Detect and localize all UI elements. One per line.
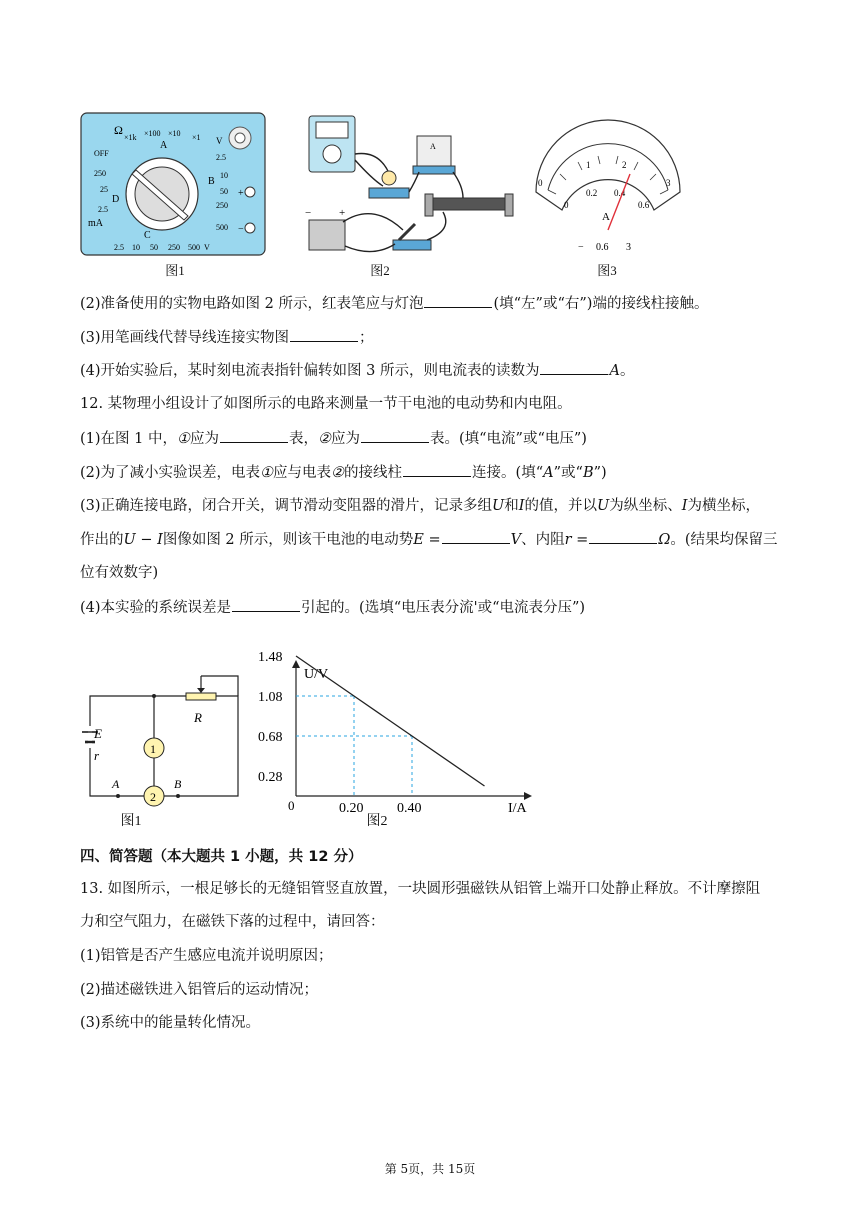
fig3-caption: 图3: [597, 263, 617, 278]
svg-text:50: 50: [150, 243, 158, 252]
answer-blank[interactable]: [403, 462, 471, 477]
svg-text:250: 250: [216, 201, 228, 210]
answer-blank[interactable]: [540, 360, 608, 375]
svg-text:0.4: 0.4: [614, 188, 626, 198]
q11-part4: (4)开始实验后，某时刻电流表指针偏转如图 3 所示，则电流表的读数为 A。: [80, 360, 634, 381]
svg-text:10: 10: [220, 171, 228, 180]
svg-text:2: 2: [622, 160, 627, 170]
q13-part1: (1)铝管是否产生感应电流并说明原因；: [80, 948, 333, 964]
answer-blank[interactable]: [424, 293, 492, 308]
svg-text:0: 0: [564, 200, 569, 210]
svg-text:OFF: OFF: [94, 149, 109, 158]
answer-blank[interactable]: [361, 428, 429, 443]
svg-text:25: 25: [100, 185, 108, 194]
q11-part2: (2)准备使用的实物电路如图 2 所示，红表笔应与灯泡 (填“左”或“右”)端的接线柱接触。: [80, 293, 708, 314]
answer-blank[interactable]: [232, 597, 300, 612]
answer-blank[interactable]: [442, 529, 510, 544]
svg-text:A: A: [160, 140, 168, 151]
svg-text:B: B: [208, 176, 215, 187]
q12-part3-line3: 位有效数字): [80, 565, 159, 581]
svg-text:10: 10: [132, 243, 140, 252]
origin-label: 0: [288, 798, 295, 813]
fig2-caption: 图2: [370, 263, 390, 278]
svg-text:50: 50: [220, 187, 228, 196]
svg-text:×1: ×1: [192, 133, 201, 142]
svg-text:1: 1: [150, 742, 156, 756]
dial-ohm: Ω: [114, 123, 123, 137]
svg-text:A: A: [602, 211, 610, 223]
section-title: 四、简答题（本大题共 1 小题，共 12 分）: [80, 849, 363, 865]
series-line: [296, 656, 485, 786]
svg-text:×10: ×10: [168, 129, 181, 138]
answer-blank[interactable]: [220, 428, 288, 443]
svg-text:R: R: [194, 710, 202, 725]
figure-circuit-kit: [303, 112, 521, 258]
svg-text:1: 1: [586, 160, 591, 170]
q13-part3: (3)系统中的能量转化情况。: [80, 1015, 261, 1031]
svg-text:0.6: 0.6: [638, 200, 650, 210]
circuit-caption: 图1: [120, 814, 142, 829]
svg-text:V: V: [204, 243, 210, 252]
q13-line2: 力和空气阻力，在磁铁下落的过程中，请回答：: [80, 914, 385, 930]
svg-text:mA: mA: [88, 218, 103, 229]
q12-part3-line2: 作出的U − I图像如图 2 所示，则该干电池的电动势E = V、内阻r = Ω。(结果均保留三: [80, 529, 778, 550]
svg-text:0.2: 0.2: [586, 188, 598, 198]
graph-caption: 图2: [366, 814, 388, 829]
svg-text:−: −: [305, 207, 312, 219]
svg-text:B: B: [174, 777, 182, 791]
x-tick-label: 0.20: [339, 801, 364, 816]
svg-text:V: V: [216, 136, 223, 146]
page-footer: 第 5页，共 15页: [384, 1162, 476, 1176]
figure-ammeter-dial: [534, 150, 682, 260]
x-tick-label: 0.40: [397, 801, 422, 816]
svg-text:3: 3: [666, 178, 671, 188]
q11-part3: (3)用笔画线代替导线连接实物图 ；: [80, 327, 374, 348]
svg-text:250: 250: [94, 169, 106, 178]
y-tick-label: 1.08: [258, 690, 283, 705]
answer-blank[interactable]: [589, 529, 657, 544]
q13-part2: (2)描述磁铁进入铝管后的运动情况；: [80, 982, 319, 998]
fig1-caption: 图1: [165, 263, 185, 278]
svg-text:2: 2: [150, 790, 156, 804]
x-axis-label: I/A: [508, 801, 527, 816]
svg-text:D: D: [112, 194, 120, 205]
svg-text:3: 3: [626, 242, 631, 253]
svg-text:A: A: [112, 777, 120, 791]
svg-text:500: 500: [188, 243, 200, 252]
svg-text:−: −: [578, 242, 584, 253]
svg-text:A: A: [430, 142, 436, 151]
y-tick-label: 0.28: [258, 770, 283, 785]
q12-part1: (1)在图 1 中，①应为 表，②应为 表。(填“电流”或“电压”): [80, 428, 587, 449]
svg-text:0.6: 0.6: [596, 242, 609, 253]
figure-circuit-diagram: [80, 666, 245, 808]
svg-text:250: 250: [168, 243, 180, 252]
q12-stem: 12. 某物理小组设计了如图所示的电路来测量一节干电池的电动势和内电阻。: [80, 396, 572, 412]
svg-text:2.5: 2.5: [216, 153, 226, 162]
q12-part3-line1: (3)正确连接电路，闭合开关，调节滑动变阻器的滑片，记录多组U和I的值，并以U为纵坐标、I为横坐标，: [80, 498, 760, 514]
svg-text:C: C: [144, 230, 151, 241]
svg-text:+: +: [339, 207, 346, 219]
svg-text:E: E: [94, 726, 102, 741]
y-tick-label: 1.48: [258, 650, 283, 665]
svg-text:r: r: [94, 748, 100, 763]
svg-text:0: 0: [538, 178, 543, 188]
q13-line1: 13. 如图所示，一根足够长的无缝铝管竖直放置，一块圆形强磁铁从铝管上端开口处静止释放。不计摩擦阻: [80, 881, 761, 897]
svg-text:+: +: [238, 188, 244, 199]
q12-part4: (4)本实验的系统误差是 引起的。(选填“电压表分流'或“电流表分压”): [80, 597, 585, 618]
svg-text:×100: ×100: [144, 129, 161, 138]
svg-text:2.5: 2.5: [98, 205, 108, 214]
y-axis-label: U/V: [304, 667, 329, 682]
q12-part2: (2)为了减小实验误差，电表①应与电表②的接线柱 连接。(填“A”或“B”): [80, 462, 607, 483]
svg-text:2.5: 2.5: [114, 243, 124, 252]
svg-text:−: −: [238, 224, 244, 235]
y-tick-label: 0.68: [258, 730, 283, 745]
answer-blank[interactable]: [290, 327, 358, 342]
svg-text:×1k: ×1k: [124, 133, 137, 142]
figure-multimeter: [80, 112, 266, 256]
figure-ui-graph: [256, 650, 536, 816]
svg-text:500: 500: [216, 223, 228, 232]
